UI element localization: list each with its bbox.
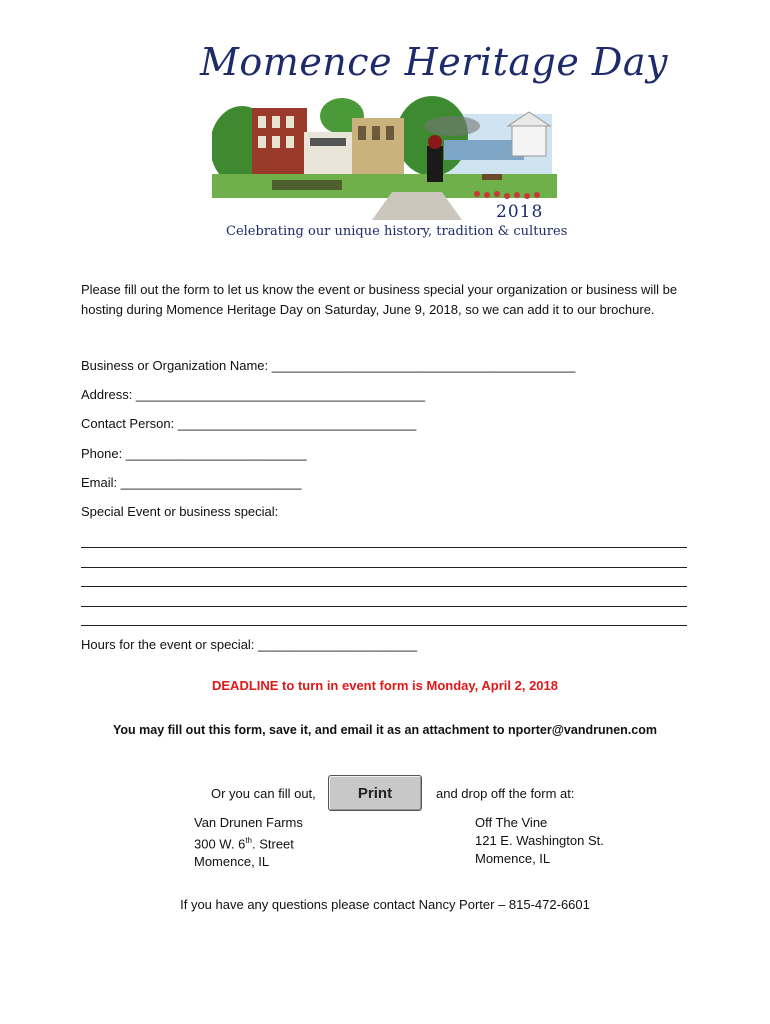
business-name-field[interactable]: Business or Organization Name: __________________________________________ [81, 358, 576, 373]
tagline: Celebrating our unique history, tradition & cultures [226, 224, 568, 239]
address-right-line-2: 121 E. Washington St. [475, 833, 604, 848]
drop-off-text: and drop off the form at: [436, 786, 575, 801]
address-right-line-1: Off The Vine [475, 815, 548, 830]
special-event-label: Special Event or business special: [81, 504, 279, 519]
special-event-line-5[interactable] [81, 625, 687, 626]
or-fill-out-text: Or you can fill out, [211, 786, 316, 801]
special-event-line-3[interactable] [81, 586, 687, 587]
email-field[interactable]: Email: _________________________ [81, 475, 302, 490]
intro-paragraph: Please fill out the form to let us know the event or business special your organization or business will be hosting during Momence Heritage Day on Saturday, June 9, 2018, so we can add it to our brochure. [81, 282, 678, 317]
address-right-line-3: Momence, IL [475, 851, 551, 866]
contact-person-field[interactable]: Contact Person: _________________________________ [81, 416, 417, 431]
address-field[interactable]: Address: ________________________________________ [81, 387, 426, 402]
special-event-line-2[interactable] [81, 567, 687, 568]
email-attachment-note: You may fill out this form, save it, and email it as an attachment to nporter@vandrunen.com [112, 723, 657, 737]
contact-info: If you have any questions please contact Nancy Porter – 815-472-6601 [180, 897, 590, 912]
deadline-notice: DEADLINE to turn in event form is Monday, April 2, 2018 [212, 678, 558, 693]
phone-field[interactable]: Phone: _________________________ [81, 446, 307, 461]
print-button[interactable]: Print [328, 775, 422, 811]
event-title: Momence Heritage Day [200, 40, 668, 84]
address-van-drunen [194, 814, 303, 871]
event-year: 2018 [496, 202, 544, 222]
address-left-line-2: 300 W. 6th. Street [194, 836, 294, 852]
address-off-the-vine [475, 814, 604, 868]
special-event-line-1[interactable] [81, 547, 687, 548]
hours-field[interactable]: Hours for the event or special: ______________________ [81, 637, 418, 652]
address-left-line-1: Van Drunen Farms [194, 815, 303, 830]
address-left-line-3: Momence, IL [194, 854, 270, 870]
special-event-line-4[interactable] [81, 606, 687, 607]
